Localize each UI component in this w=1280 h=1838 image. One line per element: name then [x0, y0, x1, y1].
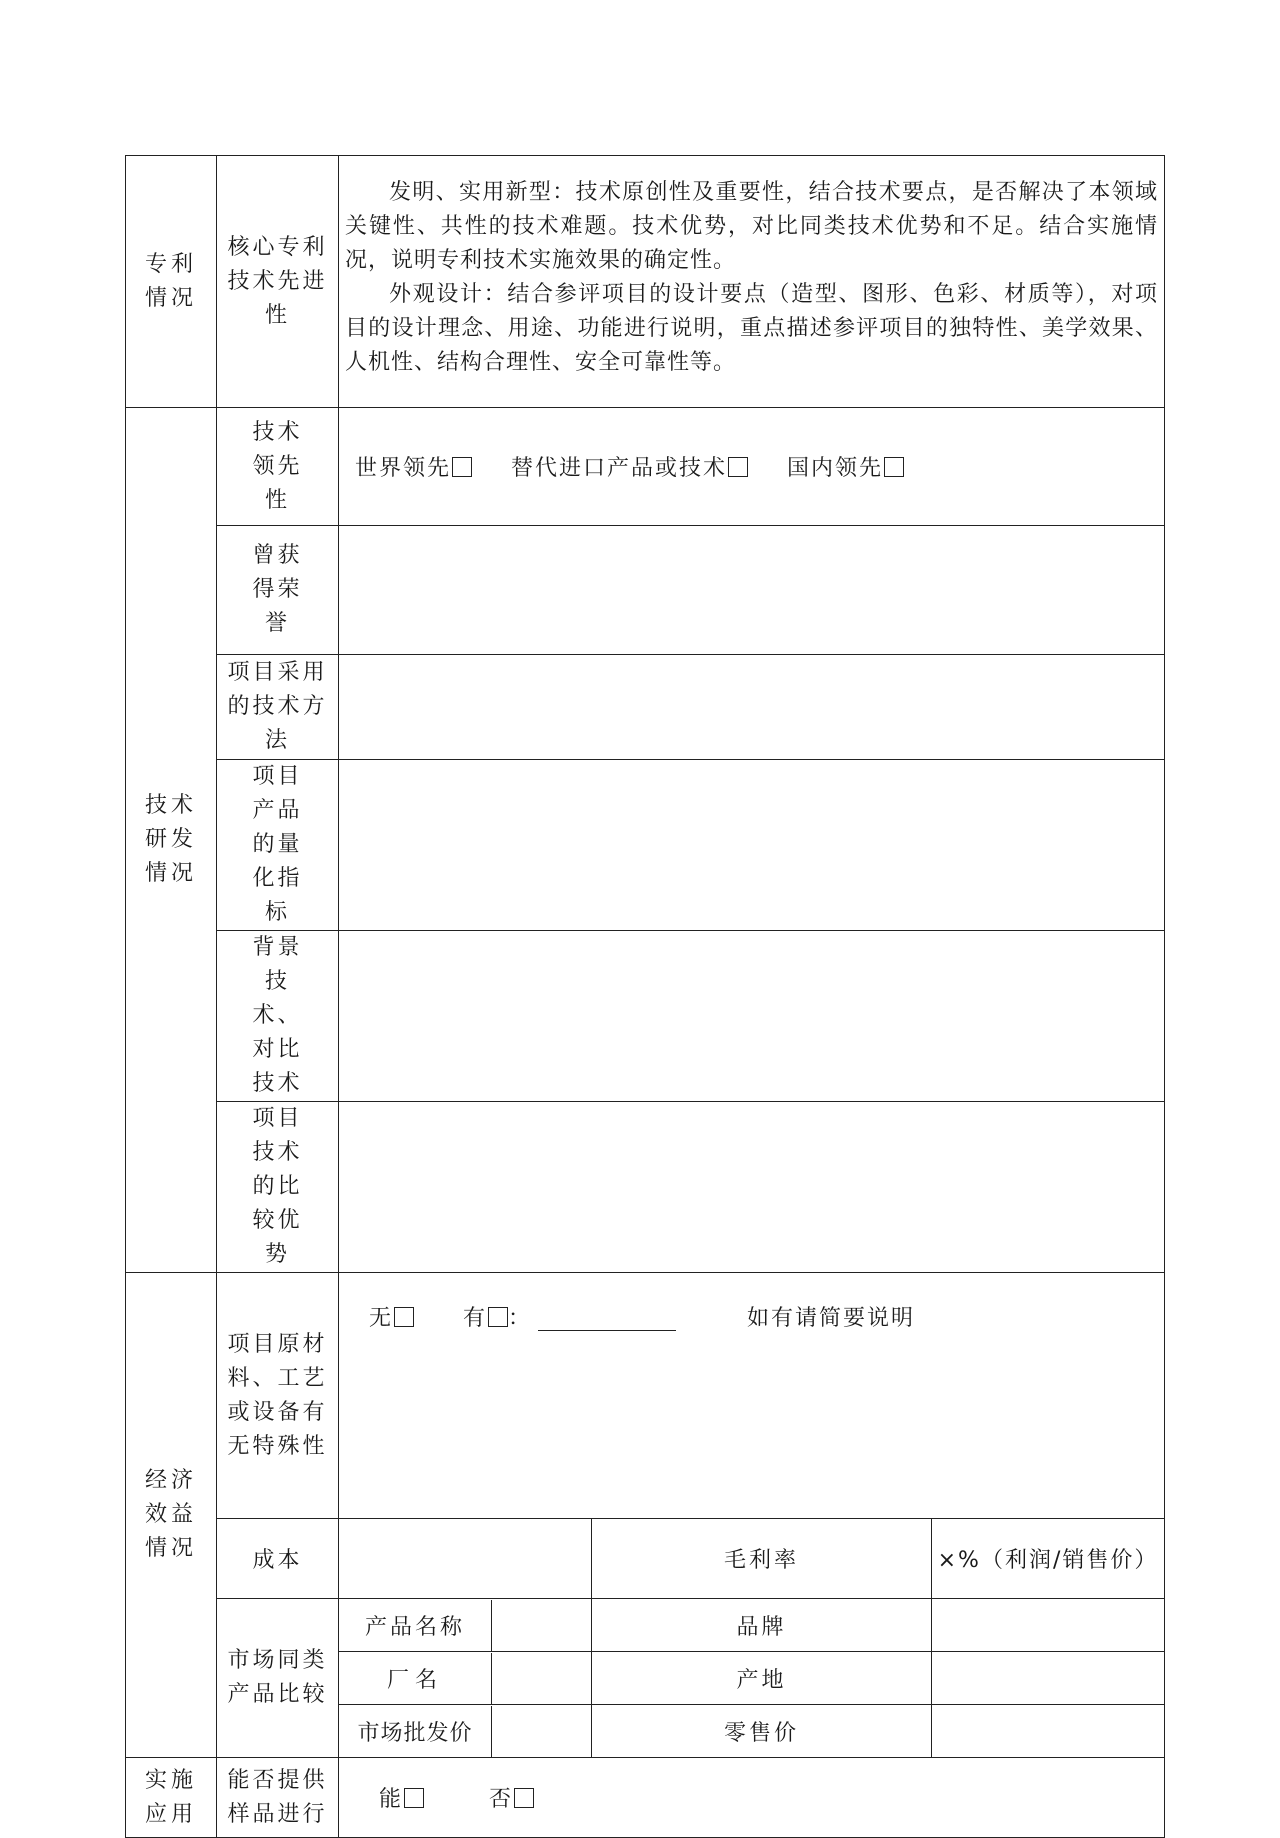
impl-category-cell — [126, 1758, 217, 1838]
tech-leading-row — [126, 408, 1165, 526]
option-cannot[interactable]: 否 — [489, 1787, 534, 1812]
impl-sample-options-cell — [339, 1758, 1165, 1838]
impl-sample-label-cell — [217, 1758, 339, 1838]
impl-category-label: 实施应用 — [144, 1767, 197, 1827]
econ-cost-row — [126, 1519, 1165, 1599]
import-substitute-checkbox[interactable] — [728, 457, 748, 477]
tech-advantage-row — [126, 1102, 1165, 1273]
special-note: 如有请简要说明 — [747, 1306, 916, 1331]
tech-honors-label-cell — [217, 526, 339, 655]
tech-metrics-row — [126, 760, 1165, 931]
origin-label-cell — [592, 1652, 932, 1705]
tech-honors-label: 曾获得荣誉 — [252, 543, 303, 636]
patent-design-paragraph: 外观设计：结合参评项目的设计要点（造型、图形、色彩、材质等），对项目的设计理念、用途、功能进行说明，重点描述参评项目的独特性、美学效果、人机性、结构合理性、安全可靠性等。 — [345, 282, 1159, 375]
factory-name-input[interactable] — [492, 1653, 591, 1704]
tech-method-row — [126, 655, 1165, 760]
world-leading-checkbox[interactable] — [452, 457, 472, 477]
tech-background-input[interactable] — [339, 931, 1165, 1102]
econ-special-label-cell — [217, 1273, 339, 1519]
tech-method-label-cell — [217, 655, 339, 760]
origin-label: 产地 — [736, 1667, 787, 1693]
factory-name-cell — [339, 1652, 592, 1705]
impl-row — [126, 1758, 1165, 1838]
yes-blank-field[interactable] — [538, 1306, 676, 1331]
econ-category-cell — [126, 1273, 217, 1758]
can-checkbox[interactable] — [404, 1788, 424, 1808]
econ-special-label: 项目原材料、工艺或设备有无特殊性 — [227, 1331, 328, 1459]
option-world-leading[interactable]: 世界领先 — [355, 456, 472, 481]
tech-metrics-input[interactable] — [339, 760, 1165, 931]
wholesale-price-cell — [339, 1705, 592, 1758]
margin-label-cell — [592, 1519, 932, 1599]
margin-value-cell[interactable] — [932, 1519, 1165, 1599]
product-name-label: 产品名称 — [339, 1600, 492, 1651]
brand-label: 品牌 — [736, 1614, 787, 1640]
econ-special-cell: 无 有 ： 如有请简要说明 — [339, 1273, 1165, 1519]
econ-category-label: 经济效益情况 — [144, 1468, 197, 1561]
tech-metrics-label: 项目产品的量化指标 — [252, 764, 303, 925]
retail-price-label-cell — [592, 1705, 932, 1758]
patent-description-cell[interactable] — [339, 156, 1165, 408]
tech-background-label: 背景技术、对比技术 — [252, 935, 303, 1096]
product-name-cell — [339, 1599, 592, 1652]
tech-category-label: 技术研发情况 — [144, 793, 197, 886]
application-form-table — [125, 155, 1165, 1838]
tech-advantage-input[interactable] — [339, 1102, 1165, 1273]
market-label: 市场同类产品比较 — [227, 1648, 328, 1707]
patent-row — [126, 156, 1165, 408]
tech-metrics-label-cell — [217, 760, 339, 931]
tech-honors-input[interactable] — [339, 526, 1165, 655]
brand-label-cell — [592, 1599, 932, 1652]
margin-label: 毛利率 — [723, 1548, 799, 1573]
patent-category-label: 专利情况 — [144, 251, 197, 311]
option-domestic-leading[interactable]: 国内领先 — [787, 456, 904, 481]
impl-sample-label: 能否提供样品进行 — [227, 1767, 328, 1827]
tech-advantage-label: 项目技术的比较优势 — [252, 1106, 303, 1267]
domestic-leading-checkbox[interactable] — [884, 457, 904, 477]
cost-label-cell — [217, 1519, 339, 1599]
patent-category-cell — [126, 156, 217, 408]
yes-checkbox[interactable] — [488, 1307, 508, 1327]
origin-input[interactable] — [932, 1652, 1165, 1705]
patent-core-label: 核心专利技术先进性 — [227, 234, 328, 328]
tech-leading-label: 技术领先性 — [252, 419, 303, 513]
market-label-cell — [217, 1599, 339, 1758]
cost-label: 成本 — [252, 1548, 303, 1573]
tech-category-cell — [126, 408, 217, 1273]
econ-special-row — [126, 1273, 1165, 1519]
factory-name-label: 厂名 — [339, 1653, 492, 1704]
option-none[interactable]: 无 — [369, 1306, 414, 1331]
patent-core-label-cell — [217, 156, 339, 408]
patent-invention-paragraph: 发明、实用新型：技术原创性及重要性，结合技术要点，是否解决了本领域关键性、共性的技术难题。技术优势，对比同类技术优势和不足。结合实施情况，说明专利技术实施效果的确定性。 — [345, 180, 1159, 273]
option-can[interactable]: 能 — [379, 1787, 424, 1812]
cannot-checkbox[interactable] — [514, 1788, 534, 1808]
tech-advantage-label-cell — [217, 1102, 339, 1273]
tech-honors-row — [126, 526, 1165, 655]
tech-method-label: 项目采用的技术方法 — [227, 660, 328, 753]
tech-leading-label-cell — [217, 408, 339, 526]
tech-leading-options-cell — [339, 408, 1165, 526]
option-import-substitute[interactable]: 替代进口产品或技术 — [511, 456, 748, 481]
wholesale-price-input[interactable] — [492, 1706, 591, 1757]
product-name-input[interactable] — [492, 1600, 591, 1651]
none-checkbox[interactable] — [394, 1307, 414, 1327]
market-row-1 — [126, 1599, 1165, 1652]
option-yes[interactable]: 有 — [463, 1306, 508, 1331]
cost-input[interactable] — [339, 1519, 592, 1599]
tech-background-row — [126, 931, 1165, 1102]
retail-price-label: 零售价 — [723, 1720, 799, 1746]
wholesale-price-label: 市场批发价 — [339, 1706, 492, 1757]
tech-background-label-cell — [217, 931, 339, 1102]
tech-method-input[interactable] — [339, 655, 1165, 760]
brand-input[interactable] — [932, 1599, 1165, 1652]
retail-price-input[interactable] — [932, 1705, 1165, 1758]
margin-value: ×%（利润/销售价） — [937, 1548, 1159, 1573]
